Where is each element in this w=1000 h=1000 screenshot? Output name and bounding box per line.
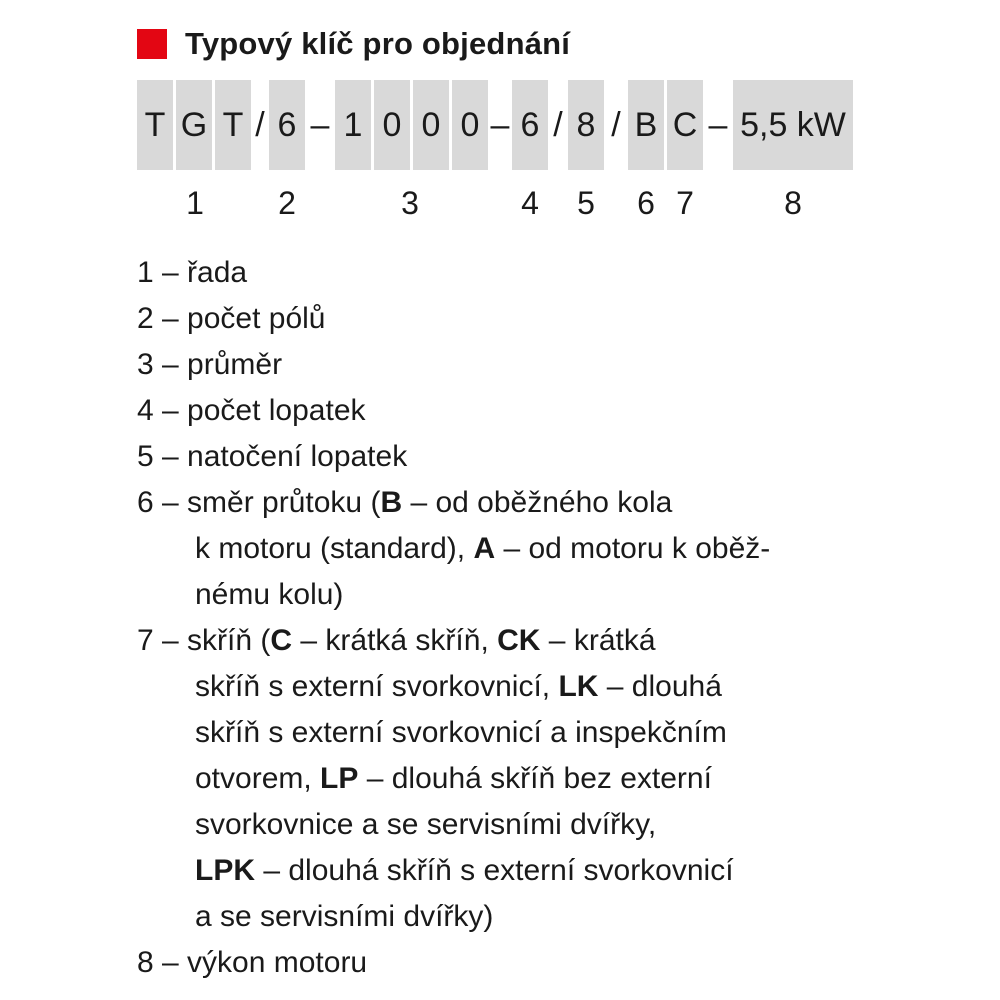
red-square-marker (137, 29, 167, 59)
legend-code: CK (497, 624, 541, 657)
code-separator: – (708, 106, 728, 144)
position-number: 5 (577, 185, 595, 221)
legend-line (137, 526, 770, 572)
code-separator: – (310, 106, 330, 144)
code-char: B (634, 106, 658, 144)
code-char: 0 (460, 106, 480, 144)
legend-text: a se servisními dvířky) (195, 900, 494, 933)
legend-line (137, 618, 770, 664)
code-char: 6 (277, 106, 297, 144)
legend-line (137, 710, 770, 756)
legend-line (137, 572, 770, 618)
legend-code: C (270, 624, 293, 657)
legend-line (137, 848, 770, 894)
legend-line (137, 756, 770, 802)
code-char: G (180, 106, 208, 144)
legend-text: skříň s externí svorkovnicí a inspekčním (195, 716, 727, 749)
legend-text: – krátká skříň, (292, 624, 498, 657)
legend-item (137, 480, 770, 618)
legend-text: skříň s externí svorkovnicí, (195, 670, 559, 703)
legend-line (137, 480, 770, 526)
legend-line (137, 802, 770, 848)
code-char: T (144, 106, 166, 144)
legend-text: otvorem, (195, 762, 321, 795)
legend-text: k motoru (standard), (195, 532, 474, 565)
position-number: 3 (401, 185, 419, 221)
position-number: 6 (637, 185, 655, 221)
legend-item: 2 – počet pólů (137, 302, 326, 335)
position-number: 8 (784, 185, 802, 221)
legend-text: – od motoru k oběž- (495, 532, 771, 565)
code-separator: / (255, 106, 265, 144)
code-char: 5,5 kW (740, 106, 846, 144)
legend-line (137, 894, 770, 940)
legend-text: – dlouhá (598, 670, 722, 703)
code-separator: / (553, 106, 563, 144)
legend-code: LP (320, 762, 359, 795)
code-char: 0 (421, 106, 441, 144)
legend-list (137, 250, 770, 986)
legend-code: LK (558, 670, 599, 703)
legend-line (137, 664, 770, 710)
code-char: T (222, 106, 244, 144)
code-char: 0 (382, 106, 402, 144)
position-number: 7 (676, 185, 694, 221)
type-code-row (0, 80, 1000, 170)
legend-item: 5 – natočení lopatek (137, 440, 408, 473)
legend-text: nému kolu) (195, 578, 344, 611)
legend-text: – dlouhá skříň bez externí (358, 762, 712, 795)
legend-code: A (473, 532, 496, 565)
title-row (137, 22, 570, 66)
code-separator: – (490, 106, 510, 144)
position-number: 4 (521, 185, 539, 221)
legend-text: – dlouhá skříň s externí svorkovnicí (255, 854, 734, 887)
code-char: 6 (520, 106, 540, 144)
code-char: 8 (576, 106, 596, 144)
legend-text: 6 – směr průtoku ( (137, 486, 381, 519)
code-char: C (672, 106, 698, 144)
legend-item: 3 – průměr (137, 348, 283, 381)
legend-item: 1 – řada (137, 256, 248, 289)
position-number: 1 (186, 185, 204, 221)
legend-text: – krátká (540, 624, 656, 657)
legend-text: svorkovnice a se servisními dvířky, (195, 808, 657, 841)
page-title: Typový klíč pro objednání (185, 26, 571, 61)
position-number: 2 (278, 185, 296, 221)
legend-item (137, 618, 770, 940)
legend-item: 4 – počet lopatek (137, 394, 366, 427)
code-separator: / (611, 106, 621, 144)
legend-text: – od oběžného kola (402, 486, 673, 519)
legend-text: 7 – skříň ( (137, 624, 271, 657)
legend-code: LPK (195, 854, 255, 887)
code-char: 1 (343, 106, 363, 144)
legend-code: B (380, 486, 403, 519)
legend-item: 8 – výkon motoru (137, 946, 368, 979)
